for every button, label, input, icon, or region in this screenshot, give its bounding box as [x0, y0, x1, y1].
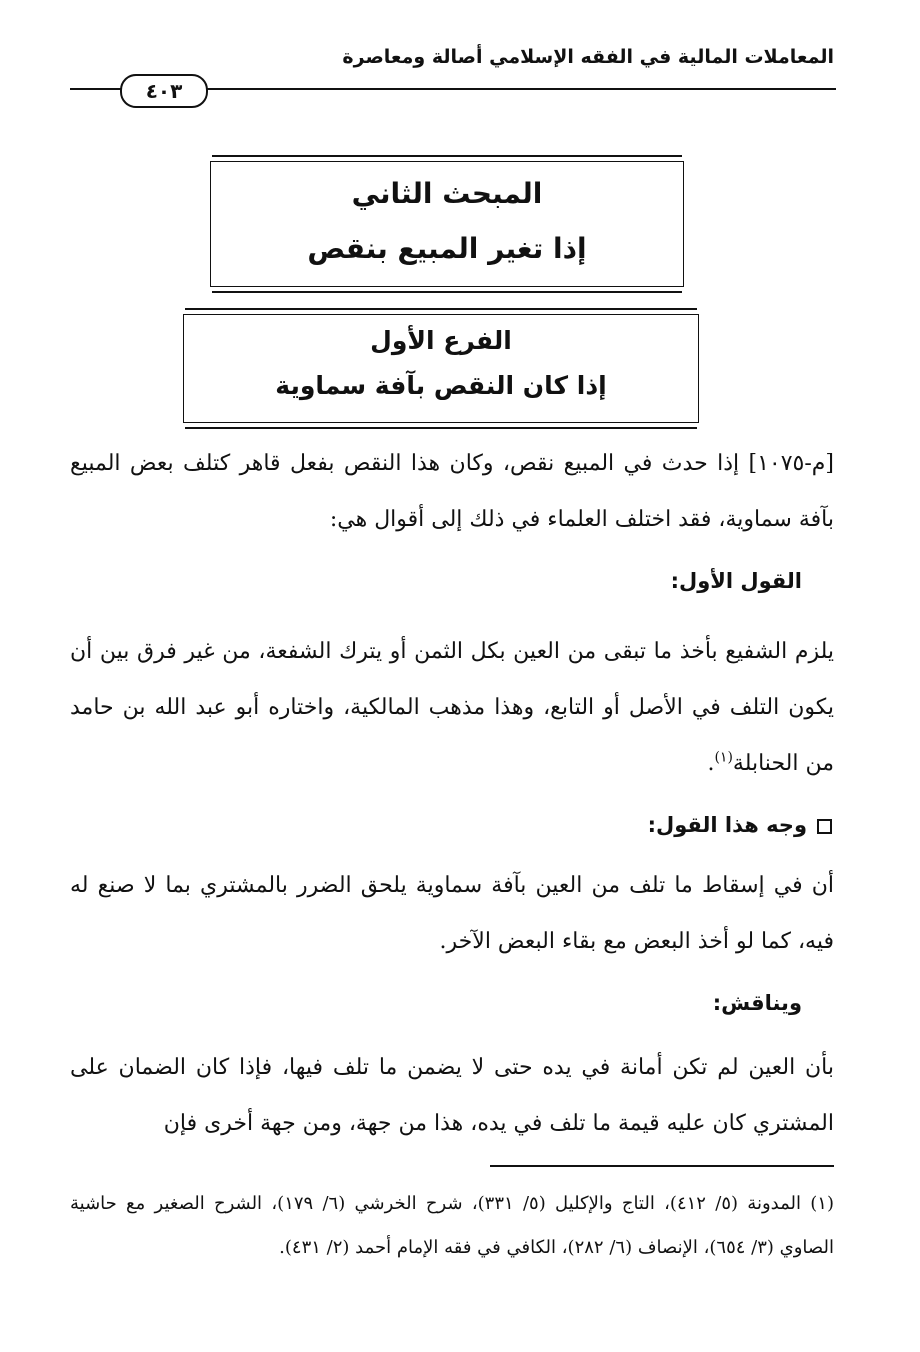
discussion-heading: ويناقش:: [712, 991, 802, 1015]
branch-title: الفرع الأول: [370, 326, 512, 355]
section-subtitle: إذا تغير المبيع بنقص: [307, 232, 587, 265]
reason-paragraph: أن في إسقاط ما تلف من العين بآفة سماوية يلحق الضرر بالمشتري بما لا صنع له فيه، كما لو أخذ البعض مع بقاء البعض الآخر.: [70, 873, 834, 954]
section-title: المبحث الثاني: [351, 177, 543, 210]
first-opinion-paragraph: [70, 624, 834, 792]
intro-paragraph: [م-١٠٧٥] إذا حدث في المبيع نقص، وكان هذا النقص بفعل قاهر كتلف بعض المبيع بآفة سماوية، فقد اختلف العلماء في ذلك إلى أقوال هي:: [70, 451, 834, 532]
footnote-ref[interactable]: (١): [714, 749, 733, 766]
branch-title-box: [185, 308, 697, 429]
page-number: ٤٠٣: [120, 74, 208, 108]
section-title-box: [212, 155, 682, 293]
checkbox-icon: [817, 819, 832, 834]
first-opinion-text: يلزم الشفيع بأخذ ما تبقى من العين بكل الثمن أو يترك الشفعة، من غير فرق بين أن يكون التلف في الأصل أو التابع، وهذا مذهب المالكية، واختاره أبو عبد الله بن حامد من الحنابلة: [70, 639, 834, 776]
branch-subtitle: إذا كان النقص بآفة سماوية: [275, 371, 607, 400]
first-opinion-heading: القول الأول:: [670, 569, 802, 593]
running-title: المعاملات المالية في الفقه الإسلامي أصالة ومعاصرة: [342, 46, 834, 68]
footnote-rule: [490, 1165, 834, 1167]
reason-heading: وجه هذا القول:: [647, 813, 807, 837]
discussion-paragraph: بأن العين لم تكن أمانة في يده حتى لا يضمن ما تلف فيها، فإذا كان الضمان على المشتري كان عليه قيمة ما تلف في يده، هذا من جهة، ومن جهة أخرى فإن: [70, 1055, 834, 1136]
first-opinion-end: .: [707, 751, 715, 776]
reason-heading-row: [648, 813, 832, 837]
footnote: (١) المدونة (٥/ ٤١٢)، التاج والإكليل (٥/ ٣٣١)، شرح الخرشي (٦/ ١٧٩)، الشرح الصغير مع حاشية الصاوي (٣/ ٦٥٤)، الإنصاف (٦/ ٢٨٢)، الكافي في فقه الإمام أحمد (٢/ ٤٣١).: [70, 1193, 834, 1258]
